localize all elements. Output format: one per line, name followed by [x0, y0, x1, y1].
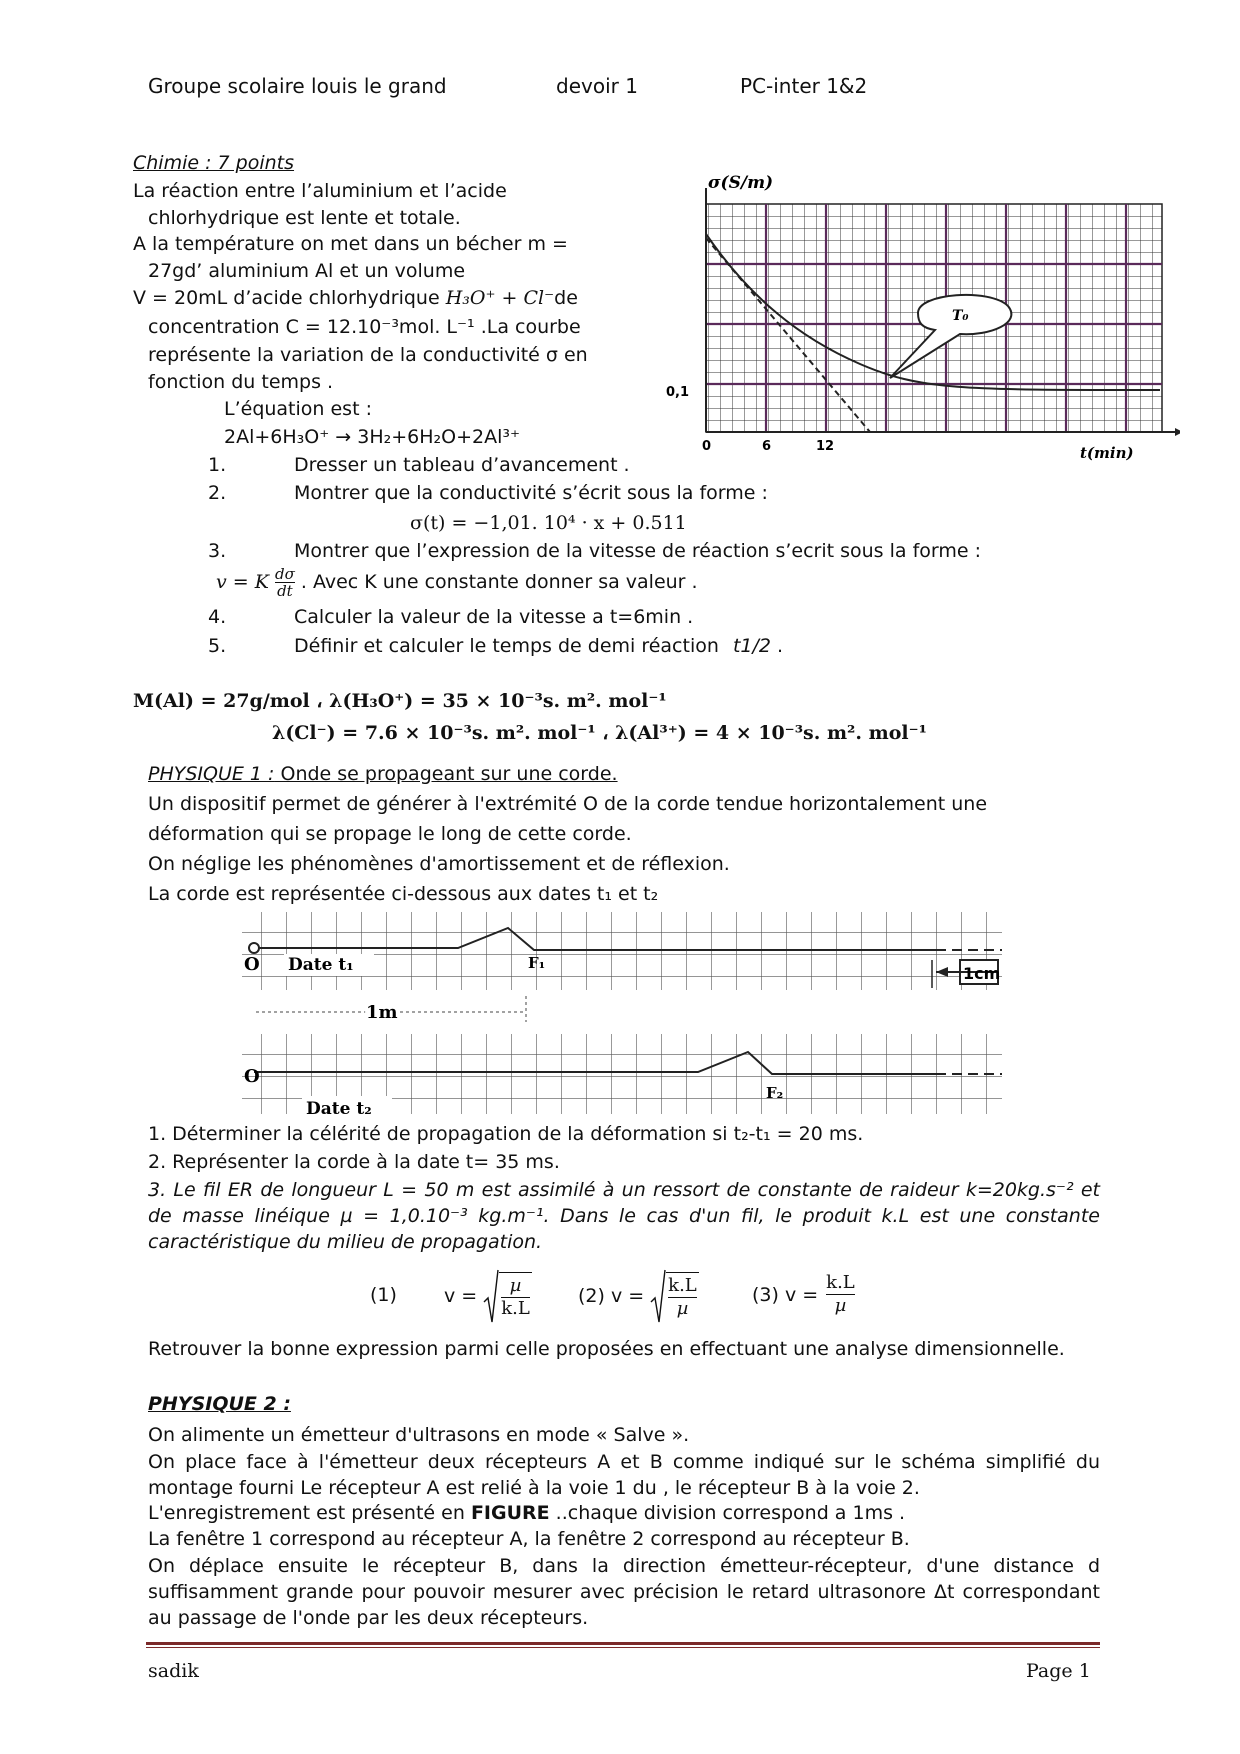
physique2-p3a: L'enregistrement est présenté en: [148, 1502, 471, 1524]
chimie-q1-num: 1.: [208, 454, 227, 476]
header-exam: devoir 1: [556, 74, 638, 98]
chimie-line-rep: représente la variation de la conductivité σ en: [148, 344, 588, 366]
physique1-q3: 3. Le fil ER de longueur L = 50 m est assimilé à un ressort de constante de raideur k=20kg.s⁻² et de masse linéique µ = 1,0.10⁻³ kg.m⁻¹. Dans le cas d'un fil, le produit k.L est une constante caractéristique du milieu de propagation.: [148, 1179, 1100, 1253]
v-frac-den: dt: [277, 582, 293, 600]
header-class: PC-inter 1&2: [740, 74, 868, 98]
rope-t2-f: F₂: [766, 1084, 784, 1102]
v-formula: [216, 566, 698, 599]
formula-1-frac: [499, 1272, 532, 1320]
formula-1-v: v =: [444, 1285, 478, 1307]
bubble-label: T₀: [952, 308, 969, 324]
rope-figure-t2: [236, 1032, 1006, 1122]
chimie-q5-text: Définir et calculer le temps de demi réaction: [294, 635, 719, 657]
graph-xlabel: t(min): [1080, 444, 1134, 462]
chimie-line-fonc: fonction du temps .: [148, 371, 334, 393]
physique2-p3c: ..chaque division correspond a 1ms .: [549, 1502, 906, 1524]
rope-t2-date: Date t₂: [306, 1099, 372, 1119]
physique1-title-prefix: PHYSIQUE 1 :: [148, 763, 275, 785]
formula-1-num: µ: [501, 1275, 530, 1298]
physique2-p3b: FIGURE: [470, 1502, 550, 1524]
rope-t1-f: F₁: [528, 954, 546, 972]
header-school: Groupe scolaire louis le grand: [148, 74, 447, 98]
chimie-q1-text: Dresser un tableau d’avancement .: [294, 454, 630, 476]
formula-2-label: (2) v =: [578, 1285, 645, 1307]
chimie-q3-text: Montrer que l’expression de la vitesse de réaction s’ecrit sous la forme :: [294, 540, 982, 562]
chimie-line-2: chlorhydrique est lente et totale.: [148, 207, 461, 229]
physique1-p3: On néglige les phénomènes d'amortissement et de réflexion.: [148, 853, 730, 875]
physique2-p1: On alimente un émetteur d'ultrasons en mode « Salve ».: [148, 1424, 690, 1446]
line-v-formula: H₃O⁺ + Cl⁻: [445, 287, 555, 309]
physique2-p3: [148, 1502, 905, 1524]
physique1-p1: Un dispositif permet de générer à l'extrémité O de la corde tendue horizontalement une: [148, 793, 988, 815]
chimie-q4-num: 4.: [208, 606, 227, 628]
footer-page: Page 1: [1026, 1660, 1091, 1682]
v-frac: [275, 566, 295, 599]
formula-3: [752, 1272, 855, 1317]
t-half: t1/2: [732, 635, 771, 657]
formula-1-label: (1): [370, 1284, 397, 1306]
formula-3-num: k.L: [826, 1272, 855, 1293]
formula-2-den: µ: [676, 1298, 689, 1319]
chimie-q5-num: 5.: [208, 635, 227, 657]
formula-3-den: µ: [834, 1295, 847, 1316]
equation-label: L’équation est :: [224, 398, 372, 420]
data-line-2: λ(Cl⁻) = 7.6 × 10⁻³s. m². mol⁻¹ ، λ(Al³⁺) = 4 × 10⁻³s. m². mol⁻¹: [272, 722, 927, 744]
sigma-formula: σ(t) = −1,01. 10⁴ · x + 0.511: [410, 512, 687, 534]
physique2-title: PHYSIQUE 2 :: [148, 1393, 291, 1415]
physique1-title: [148, 763, 618, 785]
chimie-q5: [294, 633, 783, 659]
footer-rule: [146, 1642, 1100, 1645]
chimie-q2-text: Montrer que la conductivité s’écrit sous la forme :: [294, 482, 768, 504]
graph-x-tick-0: 0: [702, 439, 712, 454]
chimie-title: Chimie : 7 points: [133, 152, 295, 174]
rope-t2-o: O: [244, 1066, 260, 1087]
v-frac-num: dσ: [274, 565, 295, 583]
physique1-p4: La corde est représentée ci-dessous aux dates t₁ et t₂: [148, 883, 659, 905]
equation: 2Al+6H₃O⁺ → 3H₂+6H₂O+2Al³⁺: [224, 426, 521, 448]
physique1-q2: 2. Représenter la corde à la date t= 35 ms.: [148, 1151, 560, 1173]
graph-ylabel: σ(S/m): [708, 173, 774, 193]
formula-3-label: (3) v =: [752, 1283, 819, 1306]
physique1-title-rest: Onde se propageant sur une corde.: [274, 763, 618, 785]
graph-y-tick: 0,1: [666, 385, 690, 400]
chimie-q3-num: 3.: [208, 540, 227, 562]
v-formula-prefix: v = K: [216, 571, 269, 593]
physique2-p4: La fenêtre 1 correspond au récepteur A, la fenêtre 2 correspond au récepteur B.: [148, 1528, 910, 1550]
line-v-suffix: de: [554, 287, 578, 309]
physique2-p2: On place face à l'émetteur deux récepteurs A et B comme indiqué sur le schéma simplifié du montage fourni Le récepteur A est relié à la voie 1 du , le récepteur B à la voie 2.: [148, 1451, 1100, 1499]
chimie-line-c: concentration C = 12.10⁻³mol. L⁻¹ .La courbe: [148, 316, 581, 338]
footer-rule-thin: [146, 1647, 1100, 1648]
data-line-1: M(Al) = 27g/mol ، λ(H₃O⁺) = 35 × 10⁻³s. m². mol⁻¹: [133, 690, 667, 712]
v-formula-suffix: . Avec K une constante donner sa valeur .: [300, 571, 698, 593]
line-v-prefix: V = 20mL d’acide chlorhydrique: [133, 287, 440, 309]
physique1-q1: 1. Déterminer la célérité de propagation de la déformation si t₂-t₁ = 20 ms.: [148, 1123, 864, 1145]
t-half-suffix: .: [770, 635, 784, 657]
rope-t1-date: Date t₁: [288, 955, 354, 975]
sqrt-1: [483, 1268, 499, 1324]
chimie-line-4: 27gd’ aluminium Al et un volume: [148, 260, 466, 282]
rope-t1-o: O: [244, 954, 260, 975]
physique1-p2: déformation qui se propage le long de cette corde.: [148, 823, 632, 845]
physique1-retrouver: Retrouver la bonne expression parmi celle proposées en effectuant une analyse dimensionnelle.: [148, 1338, 1065, 1360]
formula-1-den: k.L: [501, 1298, 530, 1319]
chimie-line-1: La réaction entre l’aluminium et l’acide: [133, 180, 507, 202]
formula-2: [578, 1268, 699, 1324]
chimie-line-v: [133, 285, 578, 311]
rope-t1-scale: 1cm: [963, 964, 1001, 983]
sqrt-2: [650, 1268, 666, 1324]
graph-x-tick-6: 6: [762, 439, 772, 454]
formula-1: [444, 1268, 532, 1324]
formula-2-num: k.L: [668, 1275, 697, 1296]
formula-2-frac: [666, 1272, 699, 1320]
formula-3-frac: [826, 1272, 855, 1317]
footer-author: sadik: [148, 1660, 199, 1682]
chimie-line-3: A la température on met dans un bécher m =: [133, 233, 568, 255]
chimie-q2-num: 2.: [208, 482, 227, 504]
physique2-p5: On déplace ensuite le récepteur B, dans la direction émetteur-récepteur, d'une distance d suffisamment grande pour pouvoir mesurer avec précision le retard ultrasonore Δt correspondant au passage de l'onde par les deux récepteurs.: [148, 1555, 1100, 1629]
conductivity-graph: [660, 168, 1180, 468]
graph-x-tick-12: 12: [816, 439, 835, 454]
rope-t1-dist: 1m: [366, 1002, 398, 1023]
chimie-q4-text: Calculer la valeur de la vitesse a t=6min .: [294, 606, 694, 628]
rope-figure-t1: [236, 910, 1006, 1030]
